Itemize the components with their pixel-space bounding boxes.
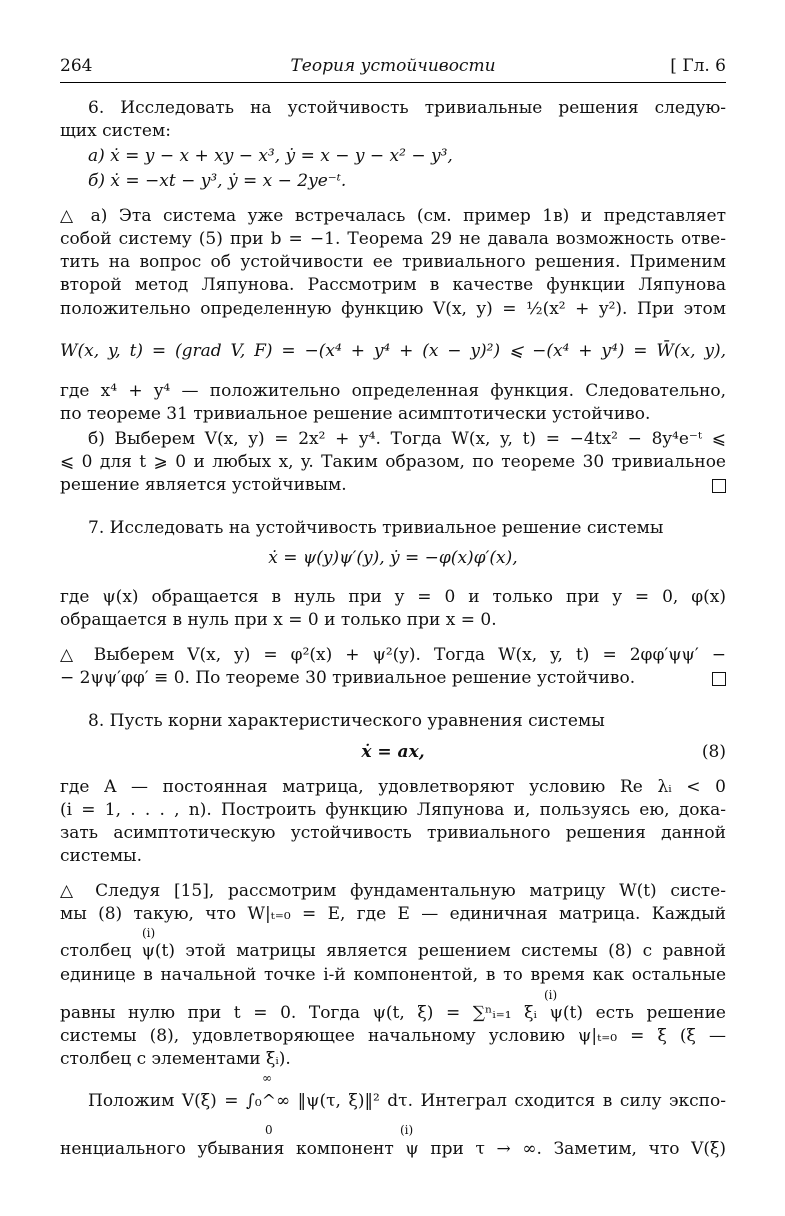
solution-8-line-2: мы (8) такую, что W|ₜ₌₀ = E, где E — единичная матрица. Каждый (60, 904, 726, 924)
qed-square-icon (712, 672, 726, 686)
superscript-i-mark: (i) (400, 1123, 414, 1137)
solution-6b-line-2: ⩽ 0 для t ⩾ 0 и любых x, y. Таким образом, по теореме 30 тривиальное (60, 452, 726, 472)
problem-7-line-3: обращается в нуль при x = 0 и только при x = 0. (60, 610, 497, 630)
solution-6a-line-4: второй метод Ляпунова. Рассмотрим в качестве функции Ляпунова (60, 275, 726, 295)
solution-7-line-1: △ Выберем V(x, y) = φ²(x) + ψ²(y). Тогда W(x, y, t) = 2φφ′ψψ′ − (60, 645, 726, 665)
problem-7-line-2: где ψ(x) обращается в нуль при y = 0 и только при y = 0, φ(x) (60, 587, 726, 607)
solution-8-line-4: единице в начальной точке i-й компонентой, в то время как остальные (60, 965, 726, 985)
solution-8-line-5: равны нулю при t = 0. Тогда ψ(t, ξ) = ∑ⁿᵢ₌₁ ξᵢ ψ(t) есть решение (60, 1003, 726, 1023)
problem-8-line-5: системы. (60, 846, 142, 866)
problem-6-system-b: б) ẋ = −xt − y³, ẏ = x − 2ye⁻ᵗ. (88, 171, 347, 191)
solution-6a-line-3: тить на вопрос об устойчивости ее тривиального решения. Применим (60, 252, 726, 272)
problem-8-equation (60, 741, 726, 763)
page-number: 264 (60, 56, 93, 76)
qed-square-icon (712, 479, 726, 493)
solution-6a-line-2: собой систему (5) при b = −1. Теорема 29 не давала возможность отве- (60, 229, 726, 249)
problem-7-line-1: 7. Исследовать на устойчивость тривиальное решение системы (88, 518, 664, 538)
problem-8-line-3: (i = 1, . . . , n). Построить функцию Ляпунова и, пользуясь ею, дока- (60, 800, 726, 820)
integral-upper-limit: ∞ (262, 1071, 272, 1085)
solution-6a-line-7: по теореме 31 тривиальное решение асимптотически устойчиво. (60, 404, 651, 424)
solution-6b-line-3 (60, 474, 726, 496)
problem-6-system-a: а) ẋ = y − x + xy − x³, ẏ = x − y − x² − y³, (88, 146, 453, 166)
chapter-label: [ Гл. 6 (670, 56, 726, 76)
running-header (60, 56, 726, 83)
solution-6a-equation: W(x, y, t) = (grad V, F) = −(x⁴ + y⁴ + (x − y)²) ⩽ −(x⁴ + y⁴) = W̄(x, y), (60, 341, 726, 361)
superscript-i-mark: (i) (142, 926, 156, 940)
problem-8-line-1: 8. Пусть корни характеристического уравнения системы (88, 711, 605, 731)
solution-8-line-6: системы (8), удовлетворяющее начальному условию ψ|ₜ₌₀ = ξ (ξ — (60, 1026, 726, 1046)
problem-8-line-4: зать асимптотическую устойчивость тривиального решения данной (60, 823, 726, 843)
solution-8-line-8: Положим V(ξ) = ∫₀^∞ ‖ψ(τ, ξ)‖² dτ. Интеграл сходится в силу экспо- (88, 1091, 726, 1111)
solution-7-line-2-text: − 2ψψ′φφ′ ≡ 0. По теореме 30 тривиальное решение устойчиво. (60, 668, 636, 688)
problem-7-equation: ẋ = ψ(y)ψ′(y), ẏ = −φ(x)φ′(x), (268, 548, 518, 568)
solution-8-line-3: столбец ψ(t) этой матрицы является решением системы (8) с равной (60, 941, 726, 961)
problem-6-line-2: щих систем: (60, 121, 171, 141)
solution-6b-line-1: б) Выберем V(x, y) = 2x² + y⁴. Тогда W(x, y, t) = −4tx² − 8y⁴e⁻ᵗ ⩽ (88, 429, 726, 449)
solution-8-line-1: △ Следуя [15], рассмотрим фундаментальную матрицу W(t) систе- (60, 881, 726, 901)
superscript-i-mark: (i) (544, 988, 558, 1002)
solution-6a-line-1: △ а) Эта система уже встречалась (см. пример 1в) и представляет (60, 206, 726, 226)
problem-8-line-2: где A — постоянная матрица, удовлетворяют условию Re λᵢ < 0 (60, 777, 726, 797)
solution-6a-line-6: где x⁴ + y⁴ — положительно определенная функция. Следовательно, (60, 381, 726, 401)
solution-8-line-7: столбец с элементами ξᵢ). (60, 1049, 291, 1069)
equation-number: (8) (701, 742, 726, 762)
running-title: Теория устойчивости (290, 56, 496, 76)
problem-6-line-1: 6. Исследовать на устойчивость тривиальные решения следую- (88, 98, 726, 118)
solution-8-line-9: ненциального убывания компонент ψ при τ → ∞. Заметим, что V(ξ) (60, 1139, 726, 1159)
problem-8-equation-body: ẋ = ax, (361, 742, 425, 762)
solution-6b-line-3-text: решение является устойчивым. (60, 475, 347, 495)
solution-6a-line-5: положительно определенную функцию V(x, y) = ½(x² + y²). При этом (60, 299, 726, 319)
integral-lower-limit: 0 (265, 1123, 273, 1137)
solution-7-line-2 (60, 667, 726, 689)
